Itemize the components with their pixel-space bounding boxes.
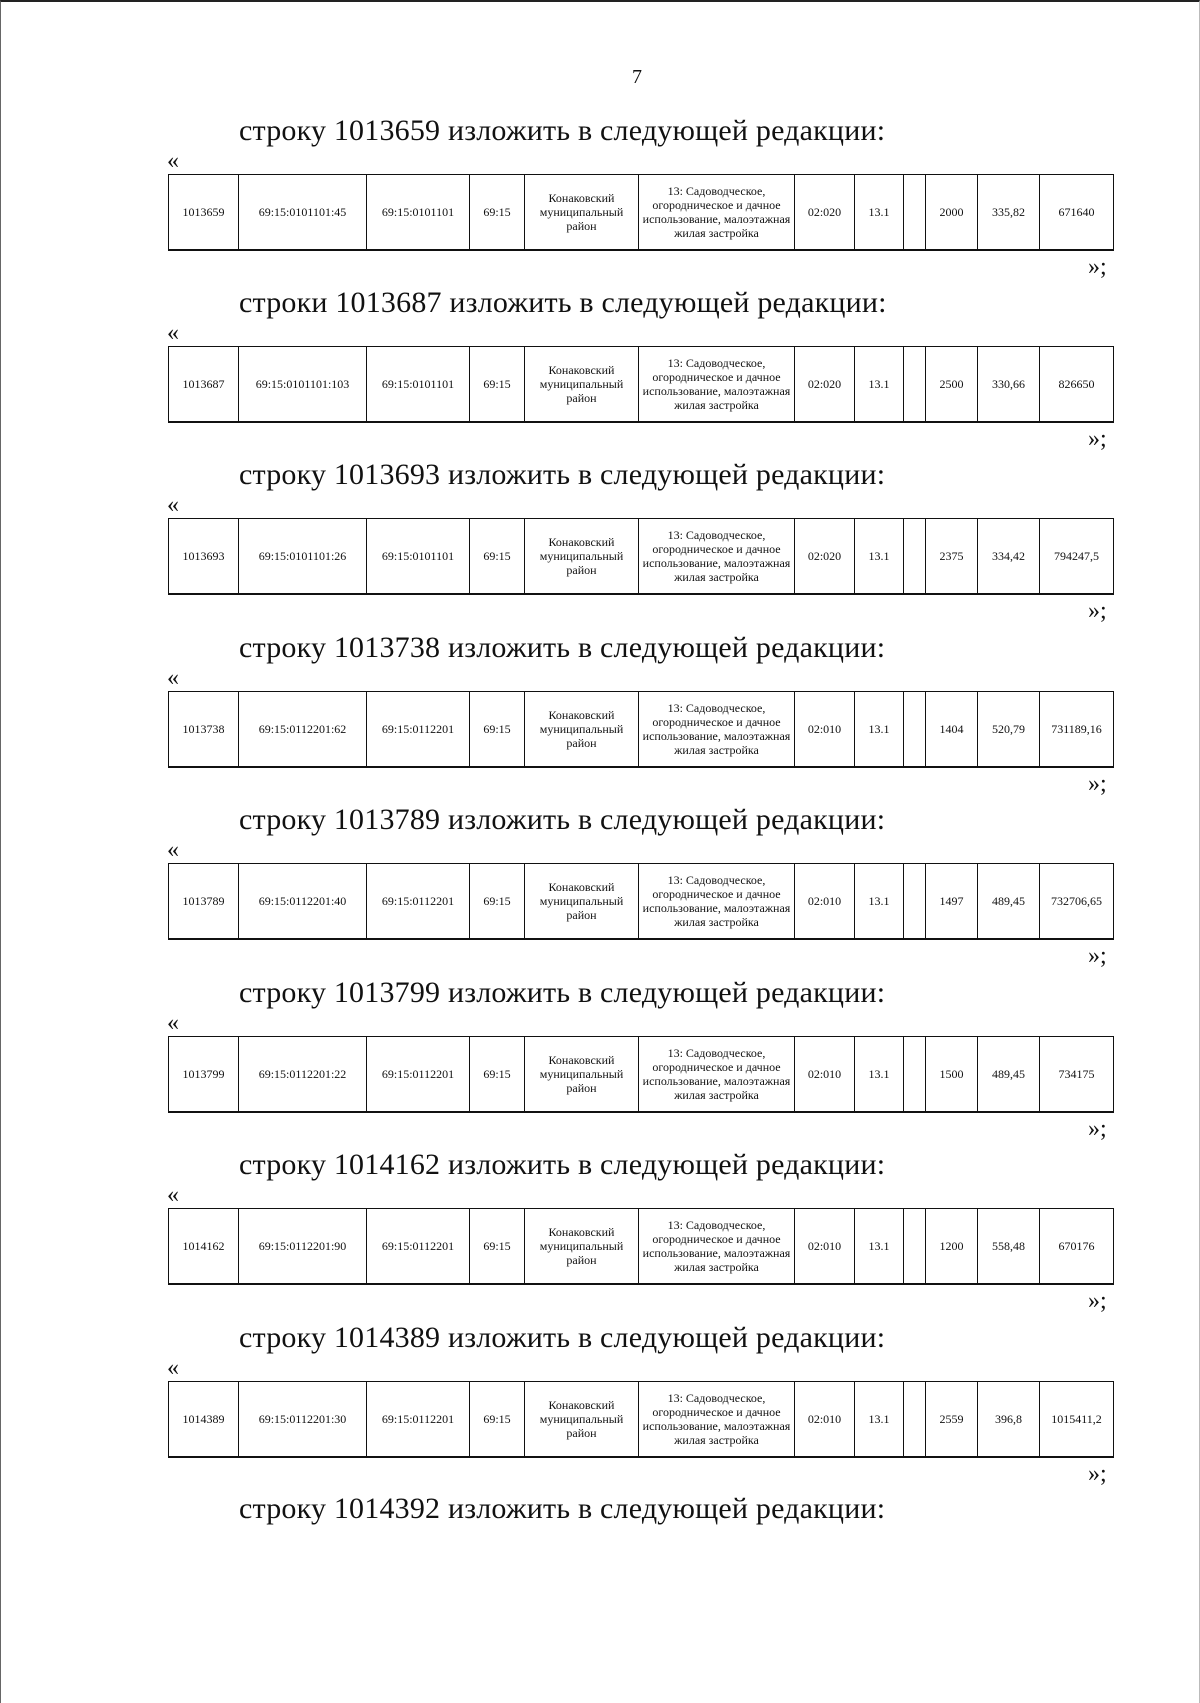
cell-usage: 13: Садоводческое, огородническое и дачное использование, малоэтажная жилая застройка [639, 692, 795, 768]
cadastral-row-table [168, 1208, 1114, 1285]
cell-code: 02:020 [795, 347, 855, 423]
cell-municipality: Конаковский муниципальный район [525, 692, 639, 768]
cell-price: 330,66 [978, 347, 1040, 423]
amendment-heading: строку 1013693 изложить в следующей редакции: [239, 458, 886, 491]
cell-municipality: Конаковский муниципальный район [525, 1209, 639, 1285]
cell-group: 13.1 [855, 1382, 904, 1458]
cell-region-code: 69:15 [470, 519, 525, 595]
cell-area: 1500 [926, 1037, 978, 1113]
table-row [169, 1037, 1114, 1113]
cell-value: 794247,5 [1040, 519, 1114, 595]
table-row [169, 519, 1114, 595]
amendment-heading: строку 1014162 изложить в следующей редакции: [239, 1148, 886, 1181]
table-row [169, 1382, 1114, 1458]
cell-id: 1014162 [169, 1209, 239, 1285]
cell-usage: 13: Садоводческое, огородническое и дачное использование, малоэтажная жилая застройка [639, 1209, 795, 1285]
cell-id: 1013789 [169, 864, 239, 940]
cell-code: 02:020 [795, 519, 855, 595]
table-row [169, 1209, 1114, 1285]
cadastral-row-table [168, 1381, 1114, 1458]
cell-price: 489,45 [978, 1037, 1040, 1113]
amendment-heading: строки 1013687 изложить в следующей редакции: [239, 286, 887, 319]
cell-cadastral-number: 69:15:0101101:103 [239, 347, 367, 423]
open-quote: « [167, 1010, 179, 1036]
cell-region-code: 69:15 [470, 347, 525, 423]
cell-cadastral-number: 69:15:0101101:26 [239, 519, 367, 595]
cell-usage: 13: Садоводческое, огородническое и дачное использование, малоэтажная жилая застройка [639, 347, 795, 423]
cell-group: 13.1 [855, 175, 904, 251]
cell-area: 1497 [926, 864, 978, 940]
cell-extra [904, 692, 926, 768]
cell-area: 2500 [926, 347, 978, 423]
cell-region-code: 69:15 [470, 175, 525, 251]
table-row [169, 692, 1114, 768]
cell-value: 671640 [1040, 175, 1114, 251]
cell-value: 670176 [1040, 1209, 1114, 1285]
open-quote: « [167, 1355, 179, 1381]
cell-extra [904, 1382, 926, 1458]
table-row [169, 864, 1114, 940]
cell-group: 13.1 [855, 692, 904, 768]
cell-municipality: Конаковский муниципальный район [525, 519, 639, 595]
cell-id: 1013738 [169, 692, 239, 768]
cadastral-row-table [168, 863, 1114, 940]
open-quote: « [167, 837, 179, 863]
cell-extra [904, 175, 926, 251]
cell-id: 1014389 [169, 1382, 239, 1458]
cell-code: 02:010 [795, 864, 855, 940]
close-quote: »; [1088, 426, 1107, 452]
cell-id: 1013659 [169, 175, 239, 251]
cell-price: 334,42 [978, 519, 1040, 595]
cell-quarter: 69:15:0101101 [367, 519, 470, 595]
cell-extra [904, 519, 926, 595]
cell-extra [904, 1209, 926, 1285]
open-quote: « [167, 148, 179, 174]
cell-price: 520,79 [978, 692, 1040, 768]
cell-cadastral-number: 69:15:0112201:62 [239, 692, 367, 768]
cell-quarter: 69:15:0112201 [367, 1382, 470, 1458]
open-quote: « [167, 320, 179, 346]
cell-group: 13.1 [855, 347, 904, 423]
amendment-heading: строку 1013789 изложить в следующей редакции: [239, 803, 886, 836]
cell-municipality: Конаковский муниципальный район [525, 347, 639, 423]
cell-extra [904, 1037, 926, 1113]
cell-area: 1404 [926, 692, 978, 768]
cell-group: 13.1 [855, 864, 904, 940]
cell-price: 489,45 [978, 864, 1040, 940]
cell-id: 1013799 [169, 1037, 239, 1113]
cell-municipality: Конаковский муниципальный район [525, 175, 639, 251]
cell-price: 396,8 [978, 1382, 1040, 1458]
cell-area: 2000 [926, 175, 978, 251]
close-quote: »; [1088, 1288, 1107, 1314]
close-quote: »; [1088, 1461, 1107, 1487]
table-row [169, 347, 1114, 423]
cell-cadastral-number: 69:15:0112201:90 [239, 1209, 367, 1285]
cell-quarter: 69:15:0112201 [367, 692, 470, 768]
cell-cadastral-number: 69:15:0112201:22 [239, 1037, 367, 1113]
cell-region-code: 69:15 [470, 864, 525, 940]
cell-area: 2375 [926, 519, 978, 595]
close-quote: »; [1088, 254, 1107, 280]
cell-price: 558,48 [978, 1209, 1040, 1285]
cell-area: 2559 [926, 1382, 978, 1458]
cadastral-row-table [168, 518, 1114, 595]
cell-code: 02:020 [795, 175, 855, 251]
close-quote: »; [1088, 943, 1107, 969]
cell-value: 734175 [1040, 1037, 1114, 1113]
cell-group: 13.1 [855, 519, 904, 595]
cadastral-row-table [168, 691, 1114, 768]
cell-code: 02:010 [795, 692, 855, 768]
cell-code: 02:010 [795, 1209, 855, 1285]
cell-region-code: 69:15 [470, 1037, 525, 1113]
cell-municipality: Конаковский муниципальный район [525, 1382, 639, 1458]
cell-price: 335,82 [978, 175, 1040, 251]
cell-quarter: 69:15:0112201 [367, 864, 470, 940]
cell-extra [904, 864, 926, 940]
cell-cadastral-number: 69:15:0112201:40 [239, 864, 367, 940]
open-quote: « [167, 665, 179, 691]
close-quote: »; [1088, 771, 1107, 797]
amendment-heading: строку 1013659 изложить в следующей редакции: [239, 114, 886, 147]
cell-quarter: 69:15:0112201 [367, 1037, 470, 1113]
page-number: 7 [632, 66, 642, 88]
cell-region-code: 69:15 [470, 1209, 525, 1285]
cell-group: 13.1 [855, 1037, 904, 1113]
cell-quarter: 69:15:0101101 [367, 175, 470, 251]
open-quote: « [167, 1182, 179, 1208]
cell-region-code: 69:15 [470, 1382, 525, 1458]
cell-usage: 13: Садоводческое, огородническое и дачное использование, малоэтажная жилая застройка [639, 519, 795, 595]
amendment-heading: строку 1013738 изложить в следующей редакции: [239, 631, 886, 664]
close-quote: »; [1088, 1116, 1107, 1142]
cadastral-row-table [168, 174, 1114, 251]
cell-usage: 13: Садоводческое, огородническое и дачное использование, малоэтажная жилая застройка [639, 864, 795, 940]
cell-id: 1013687 [169, 347, 239, 423]
cell-id: 1013693 [169, 519, 239, 595]
cell-extra [904, 347, 926, 423]
cell-area: 1200 [926, 1209, 978, 1285]
cell-code: 02:010 [795, 1037, 855, 1113]
amendment-heading: строку 1013799 изложить в следующей редакции: [239, 976, 886, 1009]
cell-cadastral-number: 69:15:0101101:45 [239, 175, 367, 251]
cell-usage: 13: Садоводческое, огородническое и дачное использование, малоэтажная жилая застройка [639, 1037, 795, 1113]
cell-value: 732706,65 [1040, 864, 1114, 940]
amendment-heading-final: строку 1014392 изложить в следующей редакции: [239, 1492, 886, 1525]
cadastral-row-table [168, 346, 1114, 423]
table-row [169, 175, 1114, 251]
cell-value: 826650 [1040, 347, 1114, 423]
open-quote: « [167, 492, 179, 518]
cell-value: 731189,16 [1040, 692, 1114, 768]
cell-code: 02:010 [795, 1382, 855, 1458]
cell-municipality: Конаковский муниципальный район [525, 1037, 639, 1113]
cell-group: 13.1 [855, 1209, 904, 1285]
cell-quarter: 69:15:0112201 [367, 1209, 470, 1285]
close-quote: »; [1088, 598, 1107, 624]
cell-cadastral-number: 69:15:0112201:30 [239, 1382, 367, 1458]
cadastral-row-table [168, 1036, 1114, 1113]
cell-municipality: Конаковский муниципальный район [525, 864, 639, 940]
cell-region-code: 69:15 [470, 692, 525, 768]
amendment-heading: строку 1014389 изложить в следующей редакции: [239, 1321, 886, 1354]
cell-usage: 13: Садоводческое, огородническое и дачное использование, малоэтажная жилая застройка [639, 1382, 795, 1458]
cell-value: 1015411,2 [1040, 1382, 1114, 1458]
cell-usage: 13: Садоводческое, огородническое и дачное использование, малоэтажная жилая застройка [639, 175, 795, 251]
cell-quarter: 69:15:0101101 [367, 347, 470, 423]
